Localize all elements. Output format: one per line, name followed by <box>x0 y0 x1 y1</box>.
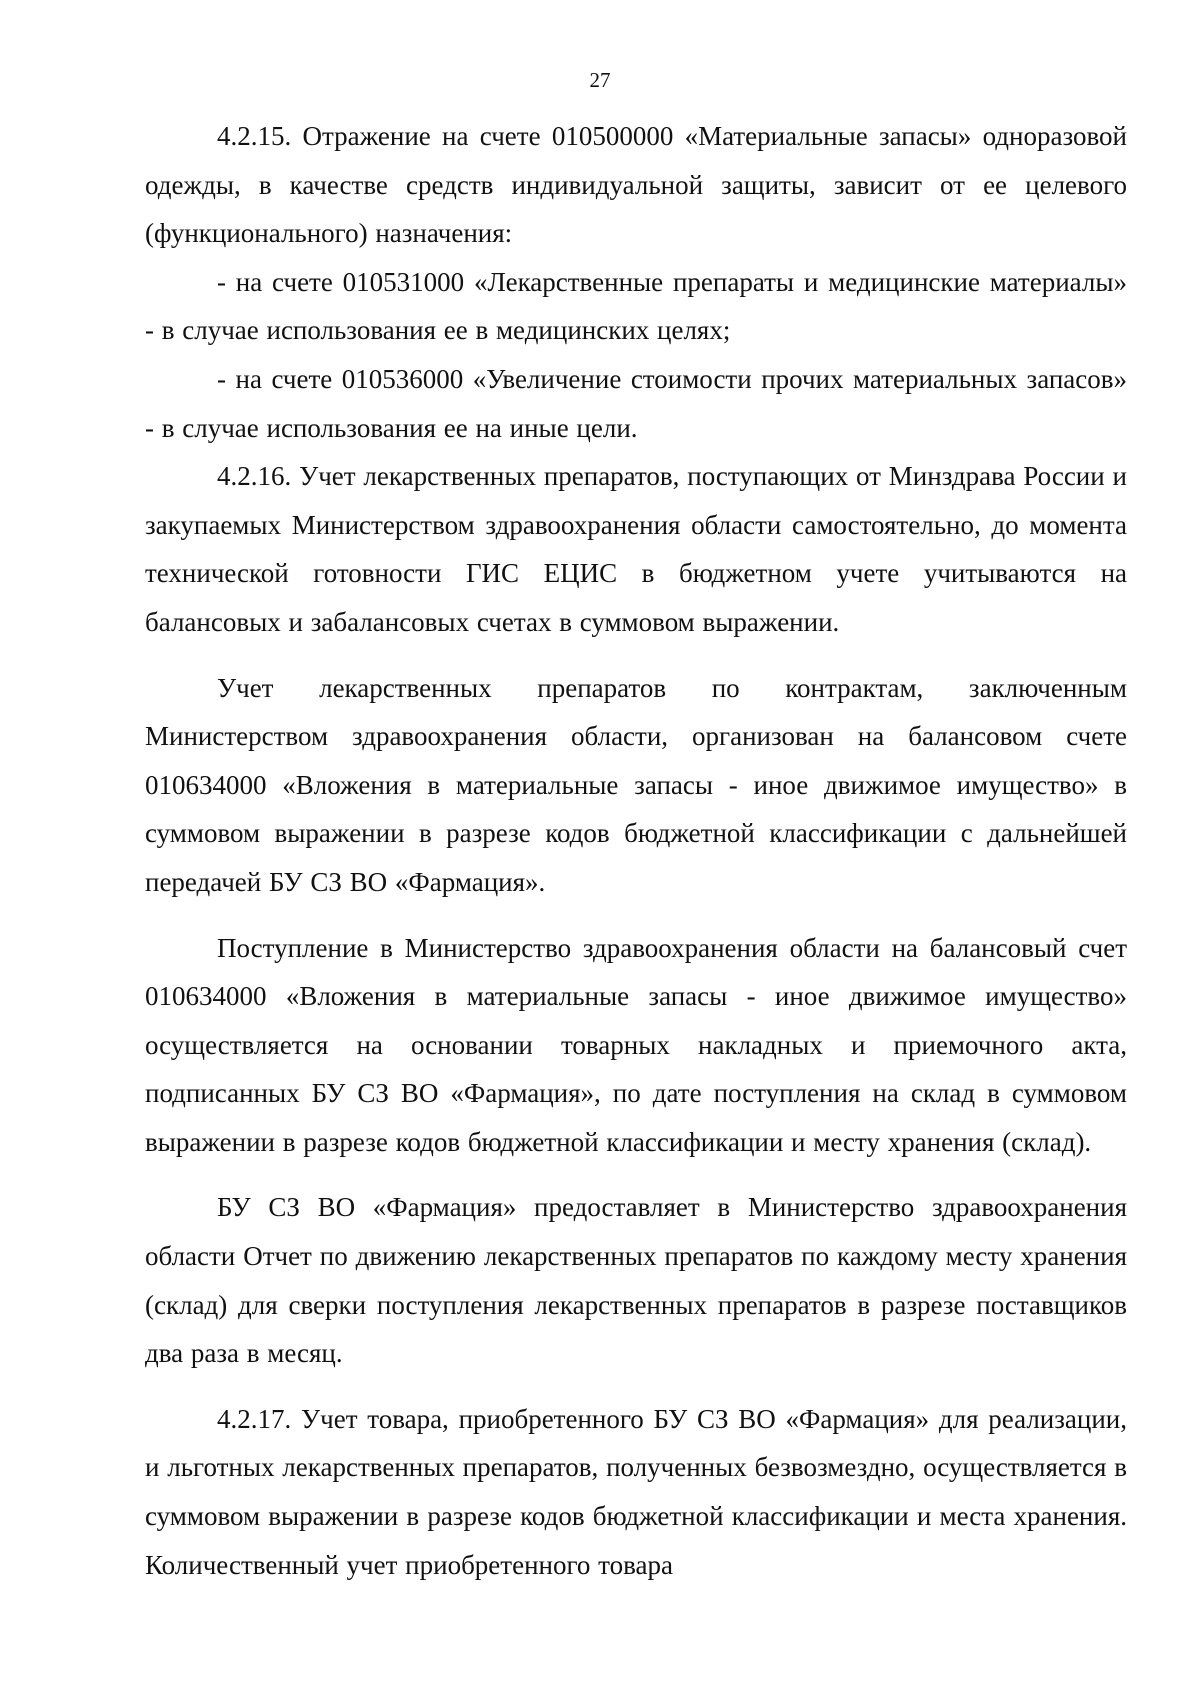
paragraph-4-2-17: 4.2.17. Учет товара, приобретенного БУ СЗ ВО «Фармация» для реализации, и льготных лекарственных препаратов, полученных безвозмездно, осуществляется в суммовом выражении в разрезе кодов бюджетной классификации и места хранения. Количественный учет приобретенного товара <box>145 1403 1127 1580</box>
paragraph-list-item-other: - на счете 010536000 «Увеличение стоимости прочих материальных запасов» - в случае использования ее на иные цели. <box>145 363 1127 443</box>
paragraph-list-item-medical: - на счете 010531000 «Лекарственные препараты и медицинские материалы» - в случае использования ее в медицинских целях; <box>145 266 1127 346</box>
paragraph-receipt: Поступление в Министерство здравоохранения области на балансовый счет 010634000 «Вложения в материальные запасы - иное движимое имущество» осуществляется на основании товарных накладных и приемочного акта, подписанных БУ СЗ ВО «Фармация», по дате поступления на склад в суммовом выражении в разрезе кодов бюджетной классификации и месту хранения (склад). <box>145 932 1127 1157</box>
paragraph-report: БУ СЗ ВО «Фармация» предоставляет в Министерство здравоохранения области Отчет по движению лекарственных препаратов по каждому месту хранения (склад) для сверки поступления лекарственных препаратов в разрезе поставщиков два раза в месяц. <box>145 1192 1127 1369</box>
page-number: 27 <box>589 68 611 92</box>
paragraph-contracts: Учет лекарственных препаратов по контрактам, заключенным Министерством здравоохранения области, организован на балансовом счете 010634000 «Вложения в материальные запасы - иное движимое имущество» в суммовом выражении в разрезе кодов бюджетной классификации с дальнейшей передачей БУ СЗ ВО «Фармация». <box>145 672 1127 897</box>
document-body <box>145 112 1127 1589</box>
paragraph-4-2-16: 4.2.16. Учет лекарственных препаратов, поступающих от Минздрава России и закупаемых Министерством здравоохранения области самостоятельно, до момента технической готовности ГИС ЕЦИС в бюджетном учете учитываются на балансовых и забалансовых счетах в суммовом выражении. <box>145 461 1127 637</box>
paragraph-4-2-15: 4.2.15. Отражение на счете 010500000 «Материальные запасы» одноразовой одежды, в качестве средств индивидуальной защиты, зависит от ее целевого (функционального) назначения: <box>145 121 1127 249</box>
